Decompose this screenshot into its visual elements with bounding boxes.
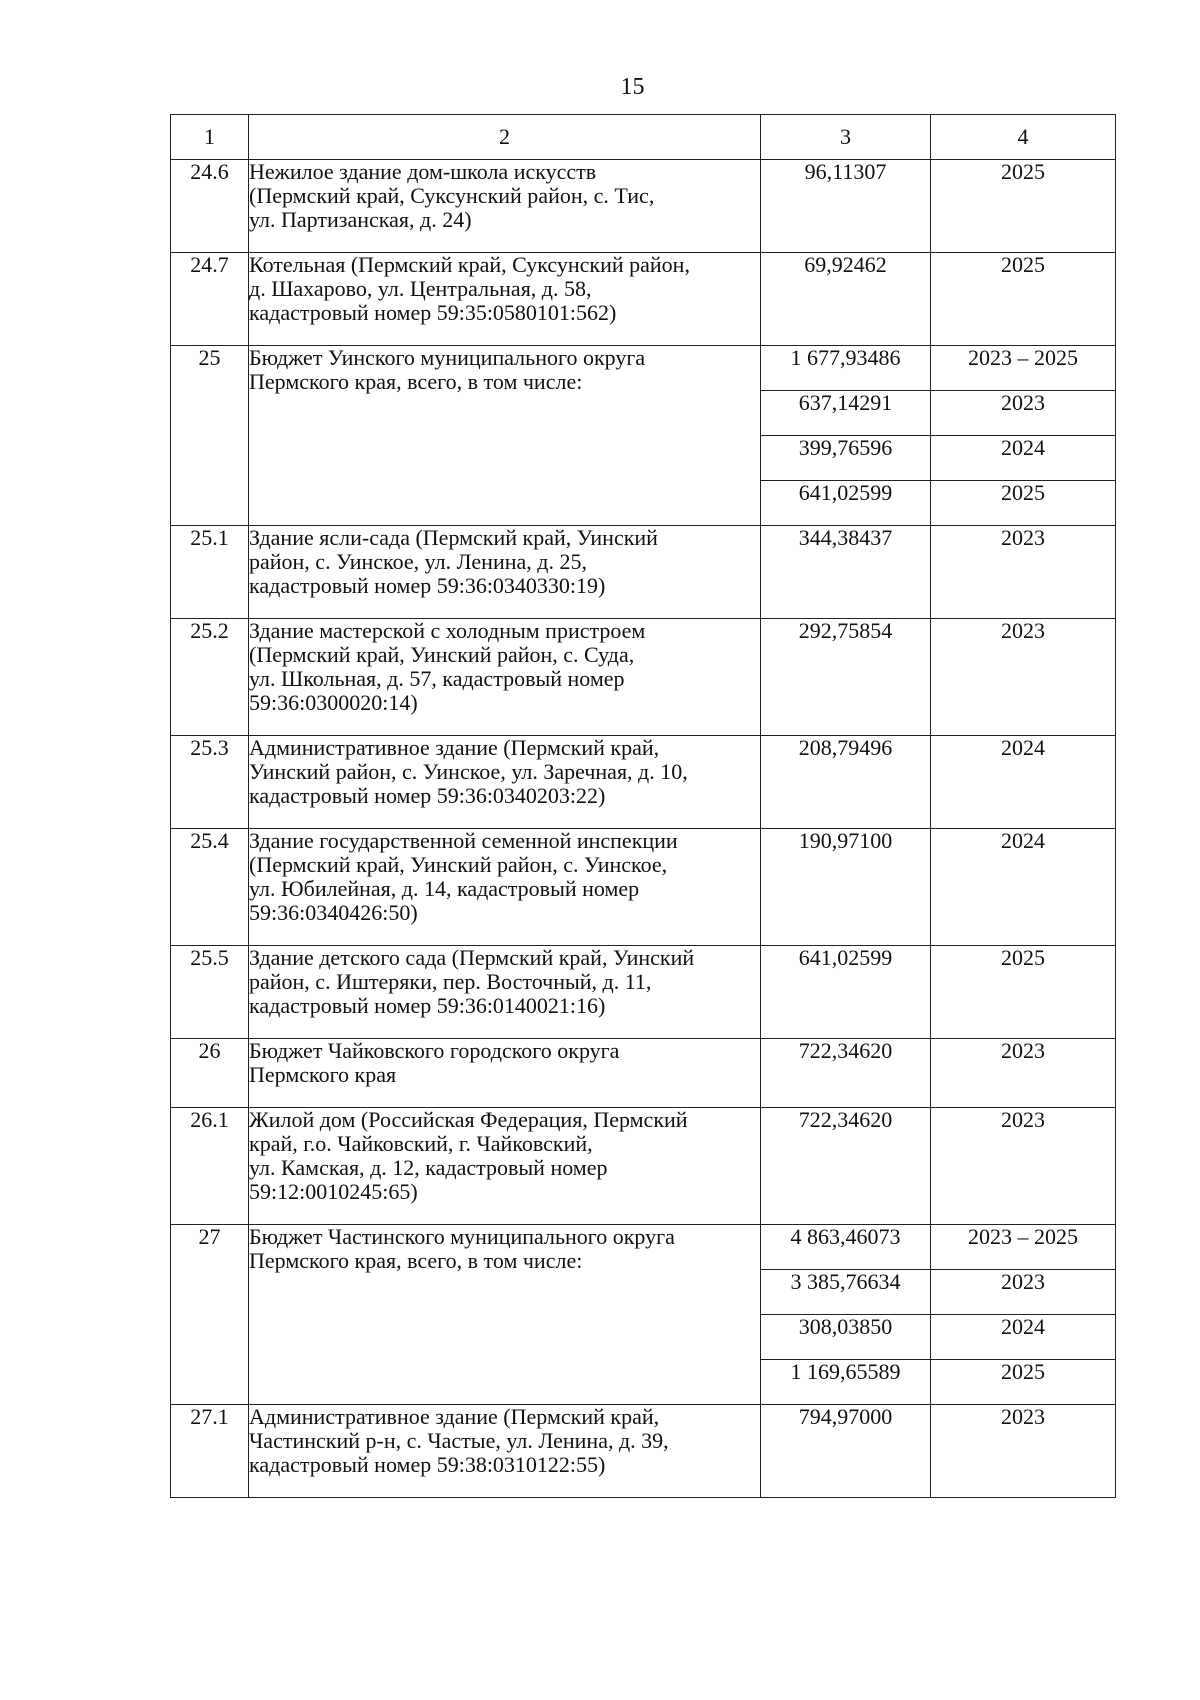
table-row (171, 946, 1116, 1039)
table-body (171, 115, 1116, 1498)
row-year: 2023 (931, 526, 1116, 619)
subrow-year: 2023 (931, 391, 1116, 436)
row-year: 2023 (931, 1039, 1116, 1108)
row-amount: 190,97100 (761, 829, 931, 946)
description-line: ул. Юбилейная, д. 14, кадастровый номер (249, 876, 640, 901)
row-number: 24.7 (171, 253, 249, 346)
row-year: 2024 (931, 829, 1116, 946)
description-line: Здание мастерской с холодным пристроем (249, 618, 646, 643)
row-amount: 722,34620 (761, 1108, 931, 1225)
row-description (249, 346, 761, 526)
row-number: 25.2 (171, 619, 249, 736)
subrow-year: 2023 (931, 1270, 1116, 1315)
description-line: Административное здание (Пермский край, (249, 735, 660, 760)
description-line: 59:12:0010245:65) (249, 1179, 418, 1204)
row-amount: 96,11307 (761, 160, 931, 253)
row-number: 25.1 (171, 526, 249, 619)
description-line: район, с. Иштеряки, пер. Восточный, д. 11, (249, 969, 652, 994)
table-row (171, 829, 1116, 946)
subrow-amount: 4 863,46073 (761, 1225, 931, 1270)
table-header-row (171, 115, 1116, 160)
row-description (249, 829, 761, 946)
row-amount: 641,02599 (761, 946, 931, 1039)
row-number: 25 (171, 346, 249, 526)
row-amount: 722,34620 (761, 1039, 931, 1108)
description-line: Пермского края, всего, в том числе: (249, 1248, 583, 1273)
row-description (249, 946, 761, 1039)
table-row (171, 1225, 1116, 1270)
subrow-year: 2025 (931, 1360, 1116, 1405)
description-line: Здание ясли-сада (Пермский край, Уинский (249, 525, 658, 550)
description-line: Административное здание (Пермский край, (249, 1404, 660, 1429)
row-year: 2023 (931, 1108, 1116, 1225)
row-description (249, 1039, 761, 1108)
row-year: 2025 (931, 946, 1116, 1039)
subrow-year: 2023 – 2025 (931, 346, 1116, 391)
description-line: ул. Партизанская, д. 24) (249, 207, 472, 232)
description-line: кадастровый номер 59:38:0310122:55) (249, 1452, 606, 1477)
row-year: 2024 (931, 736, 1116, 829)
subrow-amount: 399,76596 (761, 436, 931, 481)
row-number: 26.1 (171, 1108, 249, 1225)
table-row (171, 346, 1116, 391)
row-number: 27 (171, 1225, 249, 1405)
row-number: 25.3 (171, 736, 249, 829)
description-line: кадастровый номер 59:36:0140021:16) (249, 993, 606, 1018)
row-description (249, 253, 761, 346)
row-amount: 794,97000 (761, 1405, 931, 1498)
row-description (249, 1405, 761, 1498)
row-number: 27.1 (171, 1405, 249, 1498)
description-line: Здание государственной семенной инспекции (249, 828, 678, 853)
table-row (171, 1405, 1116, 1498)
description-line: д. Шахарово, ул. Центральная, д. 58, (249, 276, 592, 301)
row-description (249, 526, 761, 619)
description-line: кадастровый номер 59:36:0340330:19) (249, 573, 606, 598)
table-row (171, 160, 1116, 253)
description-line: Жилой дом (Российская Федерация, Пермский (249, 1107, 688, 1132)
row-amount: 208,79496 (761, 736, 931, 829)
column-header-4: 4 (931, 115, 1116, 160)
description-line: (Пермский край, Уинский район, с. Уинское, (249, 852, 668, 877)
subrow-amount: 3 385,76634 (761, 1270, 931, 1315)
row-number: 25.5 (171, 946, 249, 1039)
table-row (171, 736, 1116, 829)
row-year: 2023 (931, 1405, 1116, 1498)
row-description (249, 160, 761, 253)
subrow-amount: 641,02599 (761, 481, 931, 526)
table-row (171, 526, 1116, 619)
description-line: Здание детского сада (Пермский край, Уинский (249, 945, 695, 970)
subrow-year: 2025 (931, 481, 1116, 526)
column-header-1: 1 (171, 115, 249, 160)
description-line: Пермского края (249, 1062, 397, 1087)
description-line: Пермского края, всего, в том числе: (249, 369, 583, 394)
subrow-year: 2024 (931, 436, 1116, 481)
row-description (249, 736, 761, 829)
description-line: кадастровый номер 59:36:0340203:22) (249, 783, 606, 808)
description-line: 59:36:0340426:50) (249, 900, 418, 925)
table-row (171, 619, 1116, 736)
table-row (171, 1108, 1116, 1225)
description-line: Уинский район, с. Уинское, ул. Заречная, д. 10, (249, 759, 688, 784)
description-line: район, с. Уинское, ул. Ленина, д. 25, (249, 549, 587, 574)
row-number: 25.4 (171, 829, 249, 946)
description-line: Нежилое здание дом-школа искусств (249, 159, 597, 184)
column-header-2: 2 (249, 115, 761, 160)
row-number: 26 (171, 1039, 249, 1108)
subrow-year: 2024 (931, 1315, 1116, 1360)
description-line: Бюджет Чайковского городского округа (249, 1038, 620, 1063)
description-line: кадастровый номер 59:35:0580101:562) (249, 300, 617, 325)
row-amount: 69,92462 (761, 253, 931, 346)
description-line: Бюджет Частинского муниципального округа (249, 1224, 675, 1249)
subrow-amount: 1 169,65589 (761, 1360, 931, 1405)
table-row (171, 253, 1116, 346)
description-line: Частинский р-н, с. Частые, ул. Ленина, д. 39, (249, 1428, 669, 1453)
row-amount: 344,38437 (761, 526, 931, 619)
description-line: Котельная (Пермский край, Суксунский район, (249, 252, 690, 277)
row-description (249, 1225, 761, 1405)
budget-table (170, 114, 1116, 1498)
page-number: 15 (620, 74, 645, 100)
description-line: (Пермский край, Суксунский район, с. Тис, (249, 183, 655, 208)
subrow-amount: 637,14291 (761, 391, 931, 436)
row-number: 24.6 (171, 160, 249, 253)
description-line: 59:36:0300020:14) (249, 690, 418, 715)
subrow-amount: 1 677,93486 (761, 346, 931, 391)
row-year: 2025 (931, 160, 1116, 253)
row-year: 2023 (931, 619, 1116, 736)
description-line: ул. Школьная, д. 57, кадастровый номер (249, 666, 625, 691)
row-amount: 292,75854 (761, 619, 931, 736)
description-line: (Пермский край, Уинский район, с. Суда, (249, 642, 635, 667)
table-row (171, 1039, 1116, 1108)
subrow-year: 2023 – 2025 (931, 1225, 1116, 1270)
row-description (249, 619, 761, 736)
description-line: край, г.о. Чайковский, г. Чайковский, (249, 1131, 593, 1156)
row-description (249, 1108, 761, 1225)
description-line: Бюджет Уинского муниципального округа (249, 345, 646, 370)
subrow-amount: 308,03850 (761, 1315, 931, 1360)
description-line: ул. Камская, д. 12, кадастровый номер (249, 1155, 608, 1180)
row-year: 2025 (931, 253, 1116, 346)
column-header-3: 3 (761, 115, 931, 160)
